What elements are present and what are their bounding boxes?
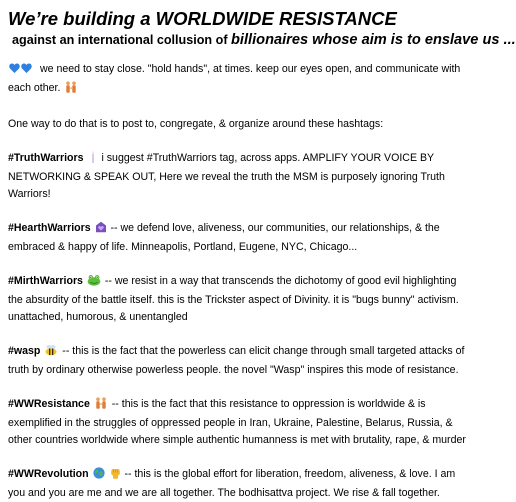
hashtag-entry-truthwarriors: [8, 150, 474, 203]
purple-heart-house-icon: [95, 221, 107, 239]
hashtag-entry-mirthwarriors: [8, 273, 474, 326]
hashtag-mirthwarriors[interactable]: #MirthWarriors: [8, 275, 83, 287]
hashtag-truthwarriors-text: i suggest #TruthWarriors tag, across apps. AMPLIFY YOUR VOICE BY NETWORKING & SPEAK OUT, Here we reveal the truth the MSM is purposely ignoring Truth Warriors!: [8, 152, 445, 200]
frog-icon: [87, 274, 101, 292]
post-body: [8, 61, 474, 502]
candle-icon: [88, 151, 98, 169]
raised-fist-icon: [110, 467, 121, 485]
subheadline-prefix: against an international collusion of: [12, 33, 232, 47]
subheadline: [12, 30, 516, 50]
hashtag-truthwarriors[interactable]: #TruthWarriors: [8, 152, 84, 164]
hashtag-wwrevolution-text: -- this is the global effort for liberation, freedom, aliveness, & love. I am you and you are me and we are all together. The bodhisattva project. We rise & fall together.: [8, 468, 456, 499]
intro-paragraph: [8, 61, 474, 99]
hashtag-wwresistance-text: -- this is the fact that this resistance to oppression is worldwide & is exemplified in the struggles of oppressed people in Iran, Ukraine, Palestine, Belarus, Russia, & other countries worldwide where simple authentic humanness is met with brutality, rape, & murder: [8, 398, 466, 446]
blue-hearts-icon: [9, 63, 33, 80]
hashtag-entry-wwresistance: [8, 396, 474, 449]
hashtag-wwrevolution[interactable]: #WWRevolution: [8, 468, 89, 480]
hashtag-hearthwarriors[interactable]: #HearthWarriors: [8, 222, 91, 234]
people-holding-hands-icon: [64, 81, 78, 99]
hashtag-hearthwarriors-text: -- we defend love, aliveness, our communities, our relationships, & the embraced & happy of life. Minneapolis, Portland, Eugene, NYC, Chicago...: [8, 222, 440, 253]
hashtag-intro: One way to do that is to post to, congregate, & organize around these hashtags:: [8, 118, 384, 130]
hashtag-entry-hearthwarriors: [8, 220, 474, 256]
globe-icon: [93, 467, 105, 485]
bee-icon: [44, 344, 58, 362]
hashtag-mirthwarriors-text: -- we resist in a way that transcends the dichotomy of good evil highlighting the absurdity of the battle itself. this is the Trickster aspect of Divinity. it is "bugs bunny" activism. unattached, humorous, & unentangled: [8, 275, 459, 323]
hashtag-entry-wasp: [8, 343, 474, 379]
hashtag-entry-wwrevolution: [8, 466, 474, 502]
headline: We’re building a WORLDWIDE RESISTANCE: [8, 8, 397, 29]
people-holding-hands-icon: [94, 397, 108, 415]
hashtag-wasp-text: -- this is the fact that the powerless can elicit change through small targeted attacks of truth by ordinary otherwise powerless people. the novel "Wasp" inspires this mode of resistance.: [8, 345, 465, 376]
subheadline-emphasis: billionaires whose aim is to enslave us ...: [231, 32, 516, 48]
intro-text: we need to stay close. "hold hands", at times. keep our eyes open, and communicate with each other.: [8, 63, 461, 94]
hashtag-wwresistance[interactable]: #WWResistance: [8, 398, 90, 410]
hashtag-wasp[interactable]: #wasp: [8, 345, 41, 357]
